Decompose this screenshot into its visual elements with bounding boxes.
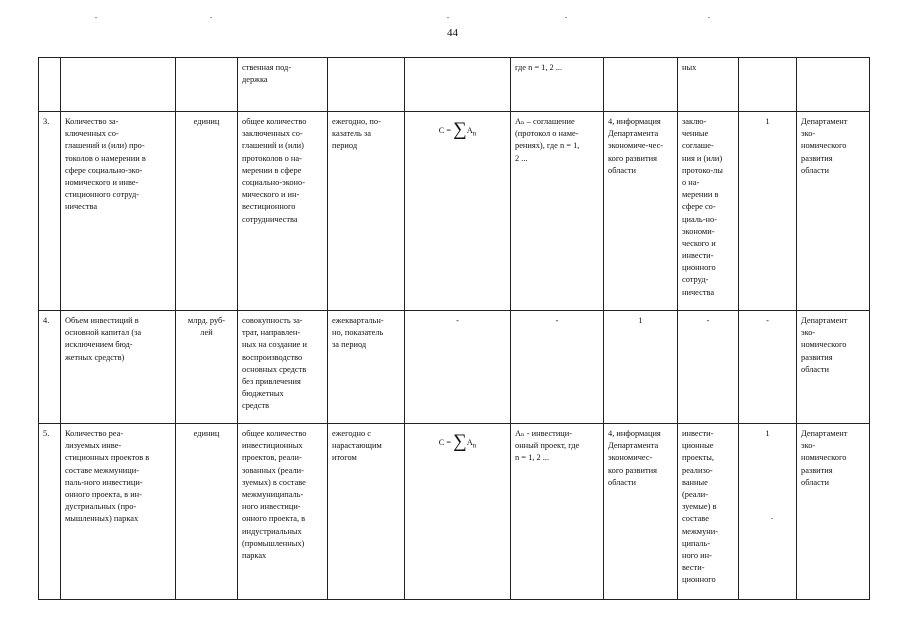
cell-definition: общее количество заключенных со- глашений и (или) протоколов о на- мерении в сфере социально-эконо- мического и ин- вестиционного сотрудничества	[238, 112, 328, 311]
cell-basic-indicators: -	[511, 311, 604, 424]
table-row-4	[39, 311, 870, 424]
cell-collection-method	[604, 58, 678, 112]
cell-unit: единиц	[176, 112, 238, 311]
sum-symbol: ∑	[453, 431, 467, 452]
cell-frequency: 1	[739, 112, 797, 311]
cell-responsible	[797, 58, 870, 112]
cell-responsible: Департамент эко- номического развития области	[797, 112, 870, 311]
scan-speck	[771, 518, 773, 519]
scan-speck	[447, 17, 449, 18]
page-number: 44	[447, 27, 458, 39]
cell-periodicity: ежеквартальн- но, показатель за период	[328, 311, 405, 424]
cell-unit	[176, 58, 238, 112]
cell-basic-indicators: Aₙ - инвестици- онный проект, где n = 1, 2 ...	[511, 424, 604, 600]
table-row-continuation	[39, 58, 870, 112]
cell-responsible: Департамент эко- номического развития области	[797, 424, 870, 600]
cell-name	[61, 58, 176, 112]
cell-collection-method: 4, информация Департамента экономичес- кого развития области	[604, 424, 678, 600]
cell-name: Количество реа- лизуемых инве- стиционных проектов в составе межмуници- паль-ного инвестици- онного проекта, в ин- дустриальных (про- мышленных) парках	[61, 424, 176, 600]
cell-frequency: 1	[739, 424, 797, 600]
cell-collection-method: 1	[604, 311, 678, 424]
cell-basic-indicators: где n = 1, 2 ...	[511, 58, 604, 112]
formula-var: A	[466, 438, 473, 447]
cell-periodicity: ежегодно с нарастающим итогом	[328, 424, 405, 600]
table-row-5	[39, 424, 870, 600]
cell-periodicity: ежегодно, по- казатель за период	[328, 112, 405, 311]
formula-var: A	[466, 126, 473, 135]
cell-no: 5.	[39, 424, 61, 600]
cell-population: ных	[678, 58, 739, 112]
cell-no: 3.	[39, 112, 61, 311]
cell-definition: общее количество инвестиционных проектов, реали- зованных (реали- зуемых) в составе межмуниципаль- ного инвестици- онного проекта, в индустриальных (промышленных) парках	[238, 424, 328, 600]
cell-definition: совокупность за- трат, направлен- ных на создание и воспроизводство основных средств без привлечения бюджетных средств	[238, 311, 328, 424]
cell-frequency	[739, 58, 797, 112]
cell-unit: единиц	[176, 424, 238, 600]
cell-population: -	[678, 311, 739, 424]
cell-collection-method: 4, информация Департамента экономиче-чес- кого развития области	[604, 112, 678, 311]
cell-formula	[405, 58, 511, 112]
formula-lhs: C =	[438, 126, 454, 135]
cell-no: 4.	[39, 311, 61, 424]
cell-no	[39, 58, 61, 112]
formula-sub: n	[472, 129, 477, 138]
cell-population: заклю- ченные соглаше- ния и (или) протоко-лы о на- мерении в сфере со- циаль-но- экономи- ческого и инвести- ционного сотруд- ничества	[678, 112, 739, 311]
table-row-3	[39, 112, 870, 311]
cell-definition: ственная под- держка	[238, 58, 328, 112]
scan-speck	[708, 17, 710, 18]
cell-name: Количество за- ключенных со- глашений и (или) про- токолов о намерении в сфере социально-эко- номического и инве- стиционного сотруд- ничества	[61, 112, 176, 311]
cell-formula	[405, 424, 511, 600]
cell-formula: -	[405, 311, 511, 424]
sum-symbol: ∑	[453, 119, 467, 140]
scan-speck	[210, 17, 212, 18]
cell-unit: млрд. руб- лей	[176, 311, 238, 424]
cell-name: Объем инвестиций в основной капитал (за исключением бюд- жетных средств)	[61, 311, 176, 424]
formula-sub: n	[472, 441, 477, 450]
cell-basic-indicators: Aₙ – соглашение (протокол о наме- рениях), где n = 1, 2 ...	[511, 112, 604, 311]
cell-responsible: Департамент эко- номического развития области	[797, 311, 870, 424]
formula-lhs: C =	[438, 438, 454, 447]
scan-speck	[95, 17, 97, 18]
cell-formula	[405, 112, 511, 311]
cell-periodicity	[328, 58, 405, 112]
indicator-table	[38, 57, 870, 600]
cell-population: инвести- ционные проекты, реализо- ванные (реали- зуемые) в составе межмуни- ципаль- ного ин- вести- ционного	[678, 424, 739, 600]
scan-speck	[565, 17, 567, 18]
cell-frequency: -	[739, 311, 797, 424]
